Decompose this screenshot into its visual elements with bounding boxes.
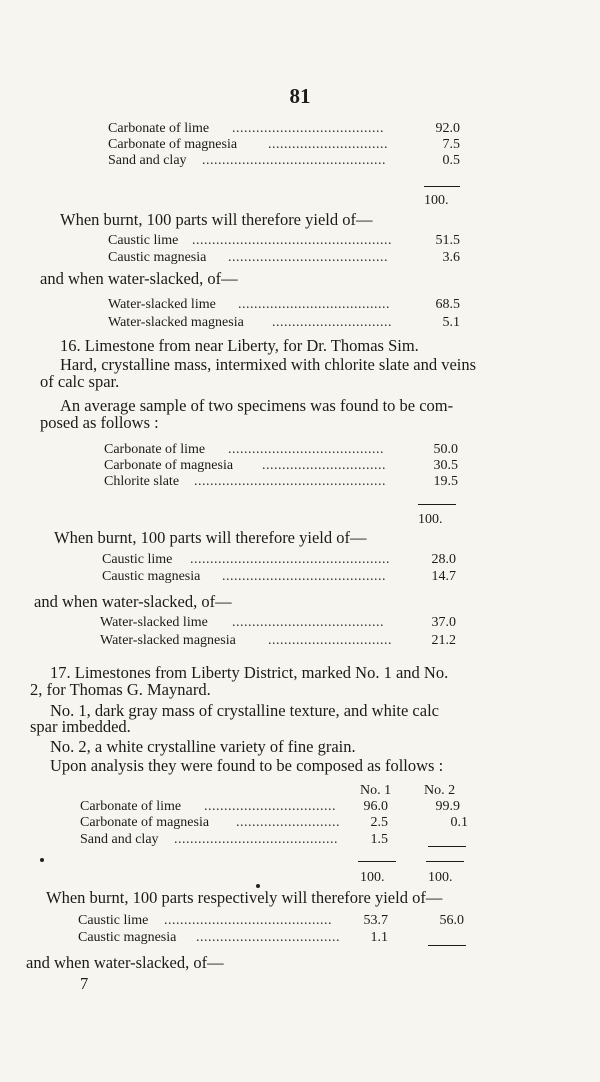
s17-heading-2: 2, for Thomas G. Maynard. xyxy=(30,680,211,699)
t1-value-1: 7.5 xyxy=(442,137,460,152)
dot-leader: ................................................ xyxy=(194,474,386,489)
t8-label-1: Caustic magnesia xyxy=(78,930,177,945)
t2-label-1: Caustic magnesia xyxy=(108,250,207,265)
dot-leader: ...................................... xyxy=(232,615,384,630)
dot-leader: ......................................... xyxy=(222,569,386,584)
s17-no1-a: No. 1, dark gray mass of crystalline texture, and white calc xyxy=(50,701,439,720)
page-number: 81 xyxy=(289,84,311,108)
dot-leader: ....................................... xyxy=(228,442,384,457)
t7-label-0: Carbonate of lime xyxy=(80,799,182,814)
dot-leader: ............................... xyxy=(262,458,386,473)
t4-total: 100. xyxy=(418,512,443,527)
sum-rule xyxy=(424,186,460,187)
dot-leader: .............................. xyxy=(268,137,388,152)
t8-label-0: Caustic lime xyxy=(78,913,149,928)
dot-leader: .......................................... xyxy=(164,913,332,928)
t6-label-1: Water-slacked magnesia xyxy=(100,633,236,648)
t2-label-0: Caustic lime xyxy=(108,233,179,248)
s16-desc-2: of calc spar. xyxy=(40,372,120,391)
dot-leader: ......................................... xyxy=(174,832,338,847)
t1-value-0: 92.0 xyxy=(435,121,460,136)
dash-rule xyxy=(428,945,466,946)
t7-col1-header: No. 1 xyxy=(360,783,392,798)
t7-v1-2: 1.5 xyxy=(370,832,388,847)
dot-leader: ................................. xyxy=(204,799,336,814)
t3-value-1: 5.1 xyxy=(442,315,460,330)
dot-leader: ........................................ xyxy=(228,250,388,265)
t5-label-1: Caustic magnesia xyxy=(102,569,201,584)
sum-rule xyxy=(358,861,396,862)
t6-value-1: 21.2 xyxy=(431,633,456,648)
s17-analysis: Upon analysis they were found to be composed as follows : xyxy=(50,756,444,775)
t7-label-2: Sand and clay xyxy=(80,832,159,847)
t4-label-2: Chlorite slate xyxy=(104,474,180,489)
t6-label-0: Water-slacked lime xyxy=(100,615,208,630)
sum-rule xyxy=(418,504,456,505)
t2-value-1: 3.6 xyxy=(442,250,460,265)
t5-label-0: Caustic lime xyxy=(102,552,173,567)
t7-v2-1: 0.1 xyxy=(450,815,468,830)
dot-leader: .............................................. xyxy=(202,153,386,168)
t4-value-1: 30.5 xyxy=(433,458,458,473)
s16-desc-1: Hard, crystalline mass, intermixed with chlorite slate and veins xyxy=(60,355,477,374)
burnt-line-1: When burnt, 100 parts will therefore yield of— xyxy=(60,210,373,229)
slacked-line-1: and when water-slacked, of— xyxy=(40,269,238,288)
slacked-line-3: and when water-slacked, of— xyxy=(26,953,224,972)
t8-v1-1: 1.1 xyxy=(370,930,388,945)
t4-value-2: 19.5 xyxy=(433,474,458,489)
dot-leader: ...................................... xyxy=(232,121,384,136)
t7-label-1: Carbonate of magnesia xyxy=(80,815,210,830)
s16-avg-1: An average sample of two specimens was found to be com- xyxy=(60,396,454,415)
dash-rule xyxy=(428,846,466,847)
ink-speck xyxy=(40,858,44,862)
t7-v2-0: 99.9 xyxy=(435,799,460,814)
t7-total-2: 100. xyxy=(428,870,453,885)
t4-label-0: Carbonate of lime xyxy=(104,442,206,457)
dot-leader: .......................... xyxy=(236,815,340,830)
t4-label-1: Carbonate of magnesia xyxy=(104,458,234,473)
burnt-line-3: When burnt, 100 parts respectively will therefore yield of— xyxy=(46,888,443,907)
t6-value-0: 37.0 xyxy=(431,615,456,630)
t7-col2-header: No. 2 xyxy=(424,783,456,798)
t7-v1-0: 96.0 xyxy=(363,799,388,814)
t3-label-1: Water-slacked magnesia xyxy=(108,315,244,330)
t1-value-2: 0.5 xyxy=(442,153,460,168)
t5-value-1: 14.7 xyxy=(431,569,456,584)
t4-value-0: 50.0 xyxy=(433,442,458,457)
t8-v1-0: 53.7 xyxy=(363,913,388,928)
t7-total-1: 100. xyxy=(360,870,385,885)
dot-leader: .................................... xyxy=(196,930,340,945)
dot-leader: .................................................. xyxy=(190,552,390,567)
slacked-line-2: and when water-slacked, of— xyxy=(34,592,232,611)
s17-heading-1: 17. Limestones from Liberty District, marked No. 1 and No. xyxy=(50,663,449,682)
burnt-line-2: When burnt, 100 parts will therefore yield of— xyxy=(54,528,367,547)
t1-label-1: Carbonate of magnesia xyxy=(108,137,238,152)
dot-leader: ............................... xyxy=(268,633,392,648)
t1-label-2: Sand and clay xyxy=(108,153,187,168)
dot-leader: .............................. xyxy=(272,315,392,330)
s17-no2: No. 2, a white crystalline variety of fine grain. xyxy=(50,737,356,756)
t1-total: 100. xyxy=(424,193,449,208)
t7-v1-1: 2.5 xyxy=(370,815,388,830)
s16-heading: 16. Limestone from near Liberty, for Dr. Thomas Sim. xyxy=(60,336,419,355)
t1-label-0: Carbonate of lime xyxy=(108,121,210,136)
signature-mark: 7 xyxy=(80,974,89,993)
t8-v2-0: 56.0 xyxy=(439,913,464,928)
t5-value-0: 28.0 xyxy=(431,552,456,567)
sum-rule xyxy=(426,861,464,862)
s17-no1-b: spar imbedded. xyxy=(30,717,131,736)
t3-value-0: 68.5 xyxy=(435,297,460,312)
dot-leader: .................................................. xyxy=(192,233,392,248)
t3-label-0: Water-slacked lime xyxy=(108,297,216,312)
t2-value-0: 51.5 xyxy=(435,233,460,248)
s16-avg-2: posed as follows : xyxy=(40,413,159,432)
dot-leader: ...................................... xyxy=(238,297,390,312)
